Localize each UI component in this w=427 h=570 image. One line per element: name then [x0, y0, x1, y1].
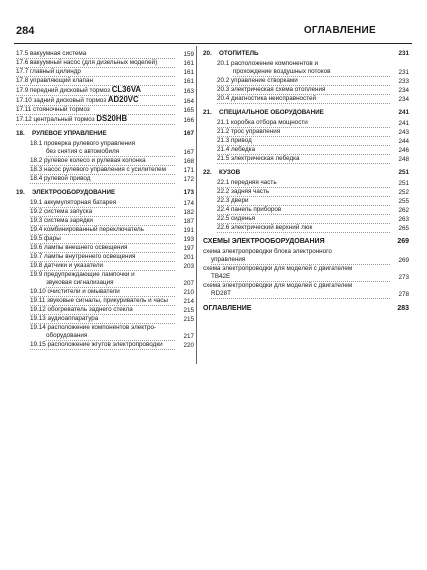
toc-entry[interactable] [16, 175, 194, 184]
entry-title [217, 95, 390, 104]
entry-text: 22.6 электрический верхний люк [217, 224, 313, 231]
entry-page: 201 [183, 254, 194, 261]
entry-title: схема электропроводки для моделей с двигателем [203, 282, 353, 289]
entry-page: 203 [183, 263, 194, 270]
section-title: СХЕМЫ ЭЛЕКТРООБОРУДОВАНИЯ [203, 238, 325, 245]
entry-page: 191 [183, 227, 194, 234]
entry-title-continued: управления [211, 256, 390, 265]
entry-text: 22.1 передняя часть [217, 179, 277, 186]
entry-title [217, 146, 390, 155]
toc-entry[interactable] [203, 224, 409, 233]
page-header [14, 25, 414, 41]
toc-entry[interactable] [16, 208, 194, 217]
entry-text: 21.1 коробка отбора мощности [217, 119, 308, 126]
toc-entry[interactable] [203, 128, 409, 137]
entry-text: 21.3 привод [217, 137, 252, 144]
entry-page: 215 [183, 316, 194, 323]
entry-title [217, 137, 390, 146]
entry-text: 21.5 электрическая лебедка [217, 155, 300, 162]
entry-text: 19.5 фары [30, 235, 61, 242]
entry-text: 22.4 панель приборов [217, 206, 282, 213]
section-19-entries [16, 199, 194, 350]
entry-text: 17.6 вакуумный насос (для дизельных моделей) [16, 59, 158, 66]
entry-text: 22.2 задняя часть [217, 188, 270, 195]
section-page: 231 [398, 50, 409, 57]
section-page: 167 [183, 130, 194, 137]
entry-title: 19.14 расположение компонентов электро- [30, 324, 157, 331]
entry-title: 18.1 проверка рулевого управления [30, 140, 135, 147]
entry-text: 19.2 система запуска [30, 208, 93, 215]
toc-entry[interactable] [16, 306, 194, 315]
page-number: 284 [16, 25, 35, 37]
entry-page: 174 [183, 200, 194, 207]
entry-title-continued: звуковая сигнализация [46, 279, 175, 288]
toc-entry[interactable] [16, 217, 194, 226]
entry-page: 220 [183, 342, 194, 349]
section-page: 269 [397, 238, 409, 245]
toc-entry[interactable] [16, 244, 194, 253]
entry-page: 167 [183, 149, 194, 156]
toc-entry[interactable] [16, 68, 194, 77]
entry-model-code: DS20HB [96, 114, 128, 123]
entry-model-code: CL36VA [111, 85, 142, 94]
entry-title-continued: оборудования [46, 332, 175, 341]
entry-page: 244 [398, 138, 409, 145]
toc-entry[interactable] [16, 332, 194, 341]
entry-page: 243 [398, 129, 409, 136]
entry-title [217, 206, 390, 215]
entry-text: 19.6 лампы внешнего освещения [30, 244, 128, 251]
section-19-heading[interactable] [16, 189, 194, 197]
entry-text: 22.3 двери [217, 197, 249, 204]
section-page: 173 [183, 189, 194, 196]
section-number: 21. [203, 109, 212, 116]
toc-entry[interactable] [16, 288, 194, 297]
entry-title [30, 199, 175, 208]
entry-title [217, 188, 390, 197]
entry-title [30, 226, 175, 235]
toc-entry[interactable] [16, 148, 194, 157]
toc-entry[interactable] [16, 315, 194, 324]
entry-page: 161 [183, 69, 194, 76]
entry-title [30, 175, 175, 184]
entry-text: 17.7 главный цилиндр [16, 68, 81, 75]
toc-entry[interactable] [16, 226, 194, 235]
entry-page: 164 [183, 98, 194, 105]
entry-page: 231 [398, 69, 409, 76]
entry-text: 19.8 датчики и указатели [30, 262, 104, 269]
toc-entry[interactable] [203, 137, 409, 146]
entry-title-continued: TB42E [211, 273, 390, 282]
entry-page: 278 [398, 291, 409, 298]
entry-page: 172 [183, 176, 194, 183]
entry-page: 214 [183, 298, 194, 305]
toc-entry[interactable] [203, 155, 409, 164]
entry-text: 21.2 трос управления [217, 128, 281, 135]
entry-page: 273 [398, 274, 409, 281]
toc-entry[interactable] [16, 86, 194, 96]
section-title: РУЛЕВОЕ УПРАВЛЕНИЕ [32, 130, 107, 137]
entry-page: 265 [398, 225, 409, 232]
entry-title-continued: без снятия с автомобиля [46, 148, 175, 157]
entry-page: 161 [183, 60, 194, 67]
entry-title [16, 77, 175, 86]
toc-entry[interactable] [203, 256, 409, 265]
entry-title [217, 128, 390, 137]
entry-text: 19.10 очистители и омыватели [30, 288, 120, 295]
section-number: 19. [16, 189, 25, 196]
toc-entry[interactable] [203, 273, 409, 282]
entry-title [217, 155, 390, 164]
entry-page: 217 [183, 333, 194, 340]
toc-entry[interactable] [203, 206, 409, 215]
entry-text: 17.11 стояночный тормоз [16, 106, 90, 113]
section-22-heading[interactable] [203, 169, 409, 177]
entry-text: 20.4 диагностика неисправностей [217, 95, 317, 102]
entry-text: 19.15 расположение жгутов электропроводки [30, 341, 163, 348]
column-divider [196, 46, 197, 364]
toc-entry[interactable] [16, 59, 194, 68]
section-21-heading[interactable] [203, 109, 409, 117]
entry-title: схема электропроводки блока электронного [203, 248, 332, 255]
entry-title-continued: RD28T [211, 290, 390, 299]
entry-title: 19.9 предупреждающие лампочки и [30, 271, 135, 278]
entry-text: 19.11 звуковые сигналы, прикуриватель и часы [30, 297, 168, 304]
entry-text: 18.3 насос рулевого управления с усилителем [30, 166, 166, 173]
entry-title [30, 208, 175, 217]
toc-entry[interactable] [16, 235, 194, 244]
section-page: 241 [398, 109, 409, 116]
toc-entry[interactable] [203, 95, 409, 104]
toc-entry[interactable] [203, 86, 409, 95]
left-column [16, 50, 194, 350]
entry-title [30, 306, 175, 315]
section-22-entries [203, 179, 409, 233]
entry-title: схема электропроводки для моделей с двигателем [203, 265, 353, 272]
section-18-heading[interactable] [16, 130, 194, 138]
section-20-heading[interactable] [203, 50, 409, 58]
entry-page: 187 [183, 218, 194, 225]
toc-entry-line [16, 324, 194, 332]
entry-title [16, 50, 175, 59]
entry-page: 165 [183, 107, 194, 114]
schemes-heading[interactable] [203, 238, 409, 246]
entry-page: 207 [183, 280, 194, 287]
toc-entry[interactable] [203, 215, 409, 224]
toc-entry[interactable] [16, 166, 194, 175]
entry-page: 166 [183, 117, 194, 124]
toc-entry[interactable] [16, 77, 194, 86]
entry-text: 17.10 задний дисковый тормоз [16, 97, 107, 104]
entry-page: 241 [398, 120, 409, 127]
entry-title [217, 224, 390, 233]
toc-entry[interactable] [203, 179, 409, 188]
entry-title [16, 59, 175, 68]
toc-entry-line [203, 282, 409, 290]
entry-page: 248 [398, 156, 409, 163]
entry-title [16, 96, 175, 106]
toc-entry-line [203, 248, 409, 256]
entry-text: 18.4 рулевой привод [30, 175, 91, 182]
toc-entry[interactable] [203, 68, 409, 77]
entry-page: 210 [183, 289, 194, 296]
toc-entry-line [16, 271, 194, 279]
toc-entry[interactable] [203, 119, 409, 128]
header-rule [14, 43, 412, 44]
entry-text: 19.3 система зарядки [30, 217, 93, 224]
toc-entry-line [16, 140, 194, 148]
section-21-entries [203, 119, 409, 164]
entry-text: 18.2 рулевое колесо и рулевая колонка [30, 157, 146, 164]
entry-page: 262 [398, 207, 409, 214]
toc-entry[interactable] [16, 253, 194, 262]
entry-title [30, 235, 175, 244]
schemes-entries [203, 248, 409, 299]
page-title: ОГЛАВЛЕНИЕ [303, 25, 376, 36]
toc-entry-line [203, 265, 409, 273]
entry-title [30, 341, 175, 350]
toc-entry[interactable] [16, 341, 194, 350]
entry-page: 246 [398, 147, 409, 154]
right-column [203, 50, 409, 315]
entry-title [30, 288, 175, 297]
toc-entry[interactable] [16, 115, 194, 125]
entry-title [30, 244, 175, 253]
entry-page: 168 [183, 158, 194, 165]
entry-title [217, 86, 390, 95]
entry-text: 22.5 сиденья [217, 215, 256, 222]
section-title: ОГЛАВЛЕНИЕ [203, 305, 252, 312]
section-title: КУЗОВ [219, 169, 241, 176]
entry-title [217, 215, 390, 224]
entry-page: 193 [183, 236, 194, 243]
entry-title [30, 166, 175, 175]
entry-title [217, 197, 390, 206]
entry-page: 171 [183, 167, 194, 174]
entry-title [16, 68, 175, 77]
toc-entry[interactable] [16, 199, 194, 208]
entry-page: 182 [183, 209, 194, 216]
toc-entry[interactable] [16, 297, 194, 306]
entry-title [30, 217, 175, 226]
toc-entry-line [203, 60, 409, 68]
entry-page: 234 [398, 87, 409, 94]
toc-entry[interactable] [16, 96, 194, 106]
section-number: 18. [16, 130, 25, 137]
entry-title [30, 297, 175, 306]
section-title: СПЕЦИАЛЬНОЕ ОБОРУДОВАНИЕ [219, 109, 324, 116]
entry-title [217, 119, 390, 128]
entry-title-continued: прохождение воздушных потоков [233, 68, 390, 77]
entry-text: 17.8 управляющий клапан [16, 77, 93, 84]
section-20-entries [203, 60, 409, 104]
section-page: 283 [397, 305, 409, 312]
entry-page: 215 [183, 307, 194, 314]
section-17-continued [16, 50, 194, 125]
entry-page: 255 [398, 198, 409, 205]
toc-entry[interactable] [16, 50, 194, 59]
toc-entry[interactable] [203, 290, 409, 299]
entry-text: 19.1 аккумуляторная батарея [30, 199, 117, 206]
entry-page: 252 [398, 189, 409, 196]
entry-text: 21.4 лебедка [217, 146, 256, 153]
section-number: 22. [203, 169, 212, 176]
entry-title [217, 77, 390, 86]
entry-page: 197 [183, 245, 194, 252]
section-number: 20. [203, 50, 212, 57]
entry-page: 234 [398, 96, 409, 103]
entry-title: 20.1 расположение компонентов и [217, 60, 319, 67]
entry-page: 163 [183, 88, 194, 95]
entry-text: 19.12 обогреватель заднего стекла [30, 306, 133, 313]
entry-text: 19.4 комбинированный переключатель [30, 226, 144, 233]
entry-text: 17.12 центральный тормоз [16, 116, 95, 123]
entry-page: 161 [183, 78, 194, 85]
toc-entry[interactable] [203, 146, 409, 155]
entry-page: 159 [183, 51, 194, 58]
toc-entry[interactable] [16, 279, 194, 288]
entry-text: 20.2 управление створками [217, 77, 298, 84]
entry-title [16, 86, 175, 96]
entry-model-code: AD20VC [107, 95, 139, 104]
toc-entry[interactable] [203, 188, 409, 197]
toc-entry[interactable] [203, 197, 409, 206]
entry-text: 17.5 вакуумная система [16, 50, 87, 57]
toc-entry[interactable] [16, 262, 194, 271]
entry-text: 17.9 передний дисковый тормоз [16, 87, 110, 94]
contents-heading[interactable] [203, 305, 409, 313]
entry-text: 19.7 лампы внутреннего освещения [30, 253, 136, 260]
section-title: ЭЛЕКТРООБОРУДОВАНИЕ [32, 189, 116, 196]
section-title: ОТОПИТЕЛЬ [219, 50, 259, 57]
entry-title [217, 179, 390, 188]
entry-title [30, 253, 175, 262]
entry-page: 251 [398, 180, 409, 187]
entry-title [30, 315, 175, 324]
entry-title [30, 157, 175, 166]
section-18-entries [16, 140, 194, 184]
entry-page: 269 [398, 257, 409, 264]
section-page: 251 [398, 169, 409, 176]
entry-page: 263 [398, 216, 409, 223]
entry-text: 19.13 аудиоаппаратура [30, 315, 99, 322]
entry-page: 233 [398, 78, 409, 85]
entry-title [16, 115, 175, 125]
toc-entry[interactable] [203, 77, 409, 86]
entry-title [30, 262, 175, 271]
entry-text: 20.3 электрическая схема отопления [217, 86, 326, 93]
toc-entry[interactable] [16, 157, 194, 166]
